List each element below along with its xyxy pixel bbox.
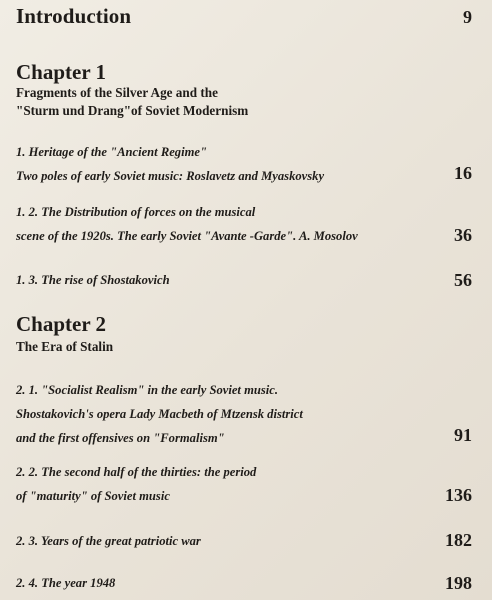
toc-entry-1-1-page: 16	[454, 163, 472, 183]
toc-entry-2-2	[16, 460, 256, 508]
toc-entry-line: 1. 2. The Distribution of forces on the musical	[16, 205, 256, 219]
chapter-2-title: Chapter 2	[16, 312, 107, 336]
toc-entry-line: scene of the 1920s. The early Soviet "Avante -Garde". A. Mosolov	[16, 229, 358, 243]
chapter-1-title: Chapter 1	[16, 60, 107, 84]
toc-entry-2-2-page: 136	[445, 485, 472, 505]
toc-entry-2-1-page: 91	[454, 425, 472, 445]
toc-entry-2-4-page: 198	[445, 573, 472, 593]
chapter-1-subtitle-line: Fragments of the Silver Age and the	[16, 85, 218, 100]
toc-entry-line: of "maturity" of Soviet music	[16, 489, 170, 503]
chapter-2-subtitle	[16, 338, 113, 356]
toc-entry-2-1	[16, 378, 303, 450]
toc-entry-line: 1. Heritage of the "Ancient Regime"	[16, 145, 207, 159]
toc-entry-1-3-page: 56	[454, 270, 472, 290]
toc-entry-2-3	[16, 529, 201, 553]
toc-entry-line: 1. 3. The rise of Shostakovich	[16, 273, 170, 287]
toc-entry-line: 2. 2. The second half of the thirties: the period	[16, 465, 257, 479]
toc-entry-1-2	[16, 200, 358, 248]
chapter-1-subtitle	[16, 84, 248, 120]
chapter-2-subtitle-line: The Era of Stalin	[16, 339, 114, 354]
toc-entry-line: 2. 1. "Socialist Realism" in the early Soviet music.	[16, 383, 279, 397]
toc-entry-1-1	[16, 140, 324, 188]
toc-entry-1-2-page: 36	[454, 225, 472, 245]
introduction-page-number: 9	[463, 7, 472, 27]
toc-entry-line: Two poles of early Soviet music: Roslavetz and Myaskovsky	[16, 169, 325, 183]
toc-entry-line: Shostakovich's opera Lady Macbeth of Mtzensk district	[16, 407, 303, 421]
toc-entry-line: 2. 3. Years of the great patriotic war	[16, 534, 201, 548]
chapter-1-subtitle-line: "Sturm und Drang"of Soviet Modernism	[16, 103, 249, 118]
toc-entry-2-4	[16, 571, 115, 595]
introduction-title: Introduction	[16, 4, 132, 28]
toc-entry-2-3-page: 182	[445, 530, 472, 550]
toc-entry-line: and the first offensives on "Formalism"	[16, 431, 225, 445]
toc-entry-line: 2. 4. The year 1948	[16, 576, 116, 590]
toc-entry-1-3	[16, 268, 170, 292]
